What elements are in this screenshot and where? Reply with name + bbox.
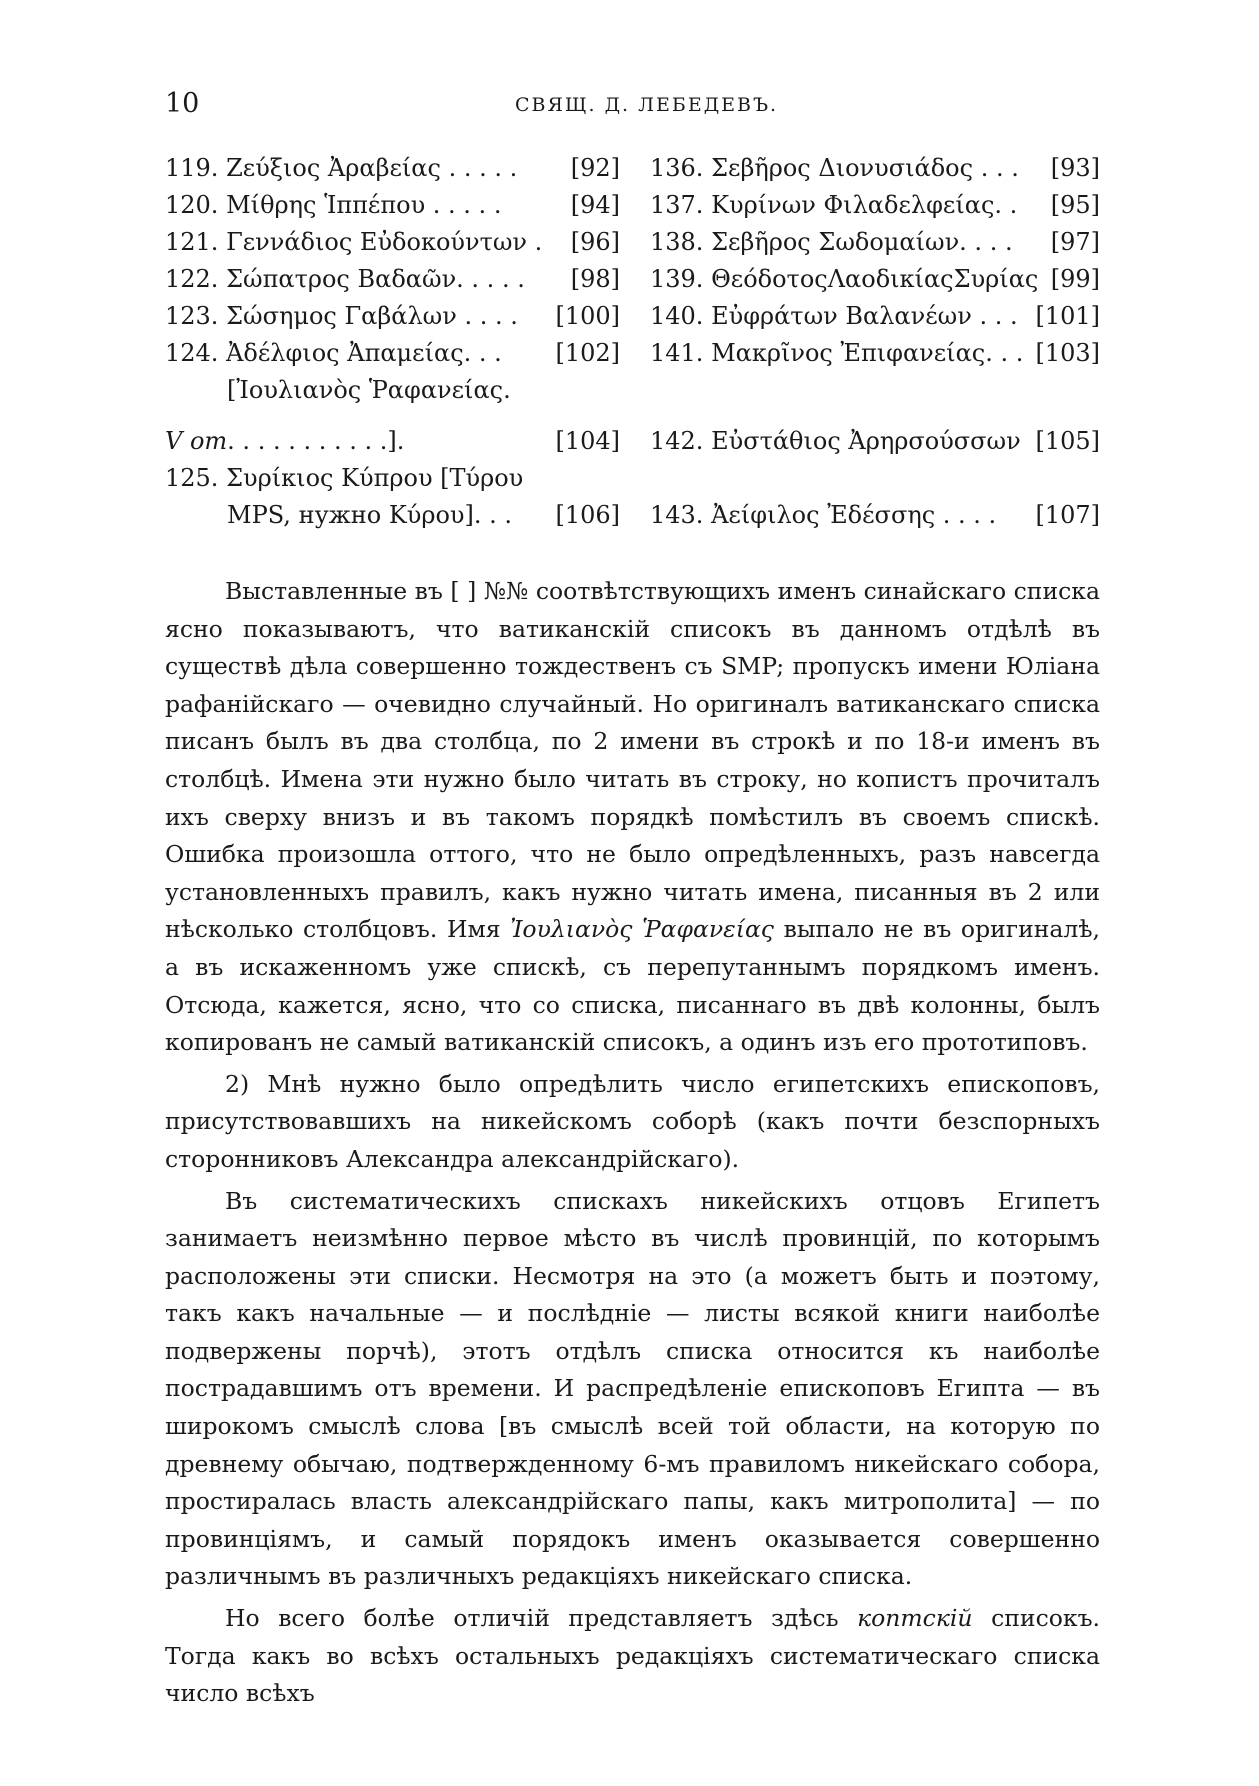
list-item: 138. Σεβῆρος Σωδομαίων. . . . [97] [650,228,1100,256]
list-item: 141. Μακρῖνος Ἐπιφανείας. . . [103] [650,339,1100,367]
list-item: 125. Συρίκιος Κύπρου [Τύρου [165,464,524,492]
list-item: 142. Εὐστάθιος Ἀρηρσούσσων [105] [650,427,1100,455]
list-item: 139. ΘεόδοτοςΛαοδικίαςΣυρίας [99] [650,265,1100,293]
list-item: 140. Εὐφράτων Βαλανέων . . . [101] [650,302,1100,330]
list-column-left [165,150,620,534]
list-item-continuation: MPS, нужно Κύρου]. . . [106] [227,501,620,529]
list-item-insert-end: V om. . . . . . . . . . .]. [104] [165,427,620,455]
paragraph: 2) Мнѣ нужно было опредѣлить число египетскихъ епископовъ, присутствовавшихъ на никейскомъ соборѣ (какъ почти безспорныхъ сторонниковъ Александра александрійскаго). [165,1069,1100,1173]
paragraph: Въ систематическихъ спискахъ никейскихъ отцовъ Египетъ занимаетъ неизмѣнно первое мѣсто въ числѣ провинцій, по которымъ расположены эти списки. Несмотря на это (а можетъ быть и поэтому, такъ какъ начальные — и послѣдніе — листы всякой книги наиболѣе подвержены порчѣ), этотъ отдѣлъ списка относится къ наиболѣе пострадавшимъ отъ времени. И распредѣленіе епископовъ Египта — въ широкомъ смыслѣ слова [въ смыслѣ всей той области, на которую по древнему обычаю, подтвержденному 6-мъ правиломъ никейскаго собора, простиралась власть александрійскаго папы, какъ митрополита] — по провинціямъ, и самый порядокъ именъ оказывается совершенно различнымъ въ различныхъ редакціяхъ никейскаго списка. [165,1186,1100,1591]
list-column-right [650,150,1100,534]
list-item: 123. Σώσημος Γαβάλων . . . . [100] [165,302,620,330]
body-text [165,573,1100,1717]
paragraph: Выставленные въ [ ] №№ соотвѣтствующихъ именъ синайскаго списка ясно показываютъ, что ватиканскій списокъ въ данномъ отдѣлѣ въ существѣ дѣла совершенно тождественъ съ SMP; пропускъ имени Юліана рафанійскаго — очевидно случайный. Но оригиналъ ватиканскаго списка писанъ былъ въ два столбца, по 2 имени въ строкѣ и по 18-и именъ въ столбцѣ. Имена эти нужно было читать въ строку, но копистъ прочиталъ ихъ сверху внизъ и въ такомъ порядкѣ помѣстилъ въ своемъ спискѣ. Ошибка произошла оттого, что не было опредѣленныхъ, разъ навсегда установленныхъ правилъ, какъ нужно читать имена, писанныя въ 2 или нѣсколько столбцовъ. Имя Ἰουλιανὸς Ῥαφανείας выпало не въ оригиналѣ, а въ искаженномъ уже спискѣ, съ перепутаннымъ порядкомъ именъ. Отсюда, кажется, ясно, что со списка, писаннаго въ двѣ колонны, былъ копированъ не самый ватиканскій списокъ, а одинъ изъ его прототиповъ. [165,577,1100,1057]
list-item: 136. Σεβῆρος Διονυσιάδος . . . [93] [650,154,1100,182]
list-item: 121. Γεννάδιος Εὐδοκούντων . [96] [165,228,620,256]
list-item: 122. Σώπατρος Βαδαῶν. . . . . [98] [165,265,620,293]
list-item: 124. Ἀδέλφιος Ἀπαμείας. . . [102] [165,339,620,367]
list-item: 143. Ἀείφιλος Ἐδέσσης . . . . [107] [650,501,1100,529]
list-item: 119. Ζεύξιος Ἀραβείας . . . . . [92] [165,154,620,182]
list-item: 120. Μίθρης Ἱππέπου . . . . . [94] [165,191,620,219]
running-head [165,88,1100,128]
paragraph: Но всего болѣе отличій представляетъ здѣсь коптскій списокъ. Тогда какъ во всѣхъ остальныхъ редакціяхъ систематическаго списка число всѣхъ [165,1604,1100,1708]
list-item-insert: [Ἰουλιανὸς Ῥαφανείας. [227,376,511,404]
running-title: СВЯЩ. Д. ЛЕБЕДЕВЪ. [515,94,779,116]
list-item: 137. Κυρίνων Φιλαδελφείας. . [95] [650,191,1100,219]
page-number: 10 [165,88,200,119]
